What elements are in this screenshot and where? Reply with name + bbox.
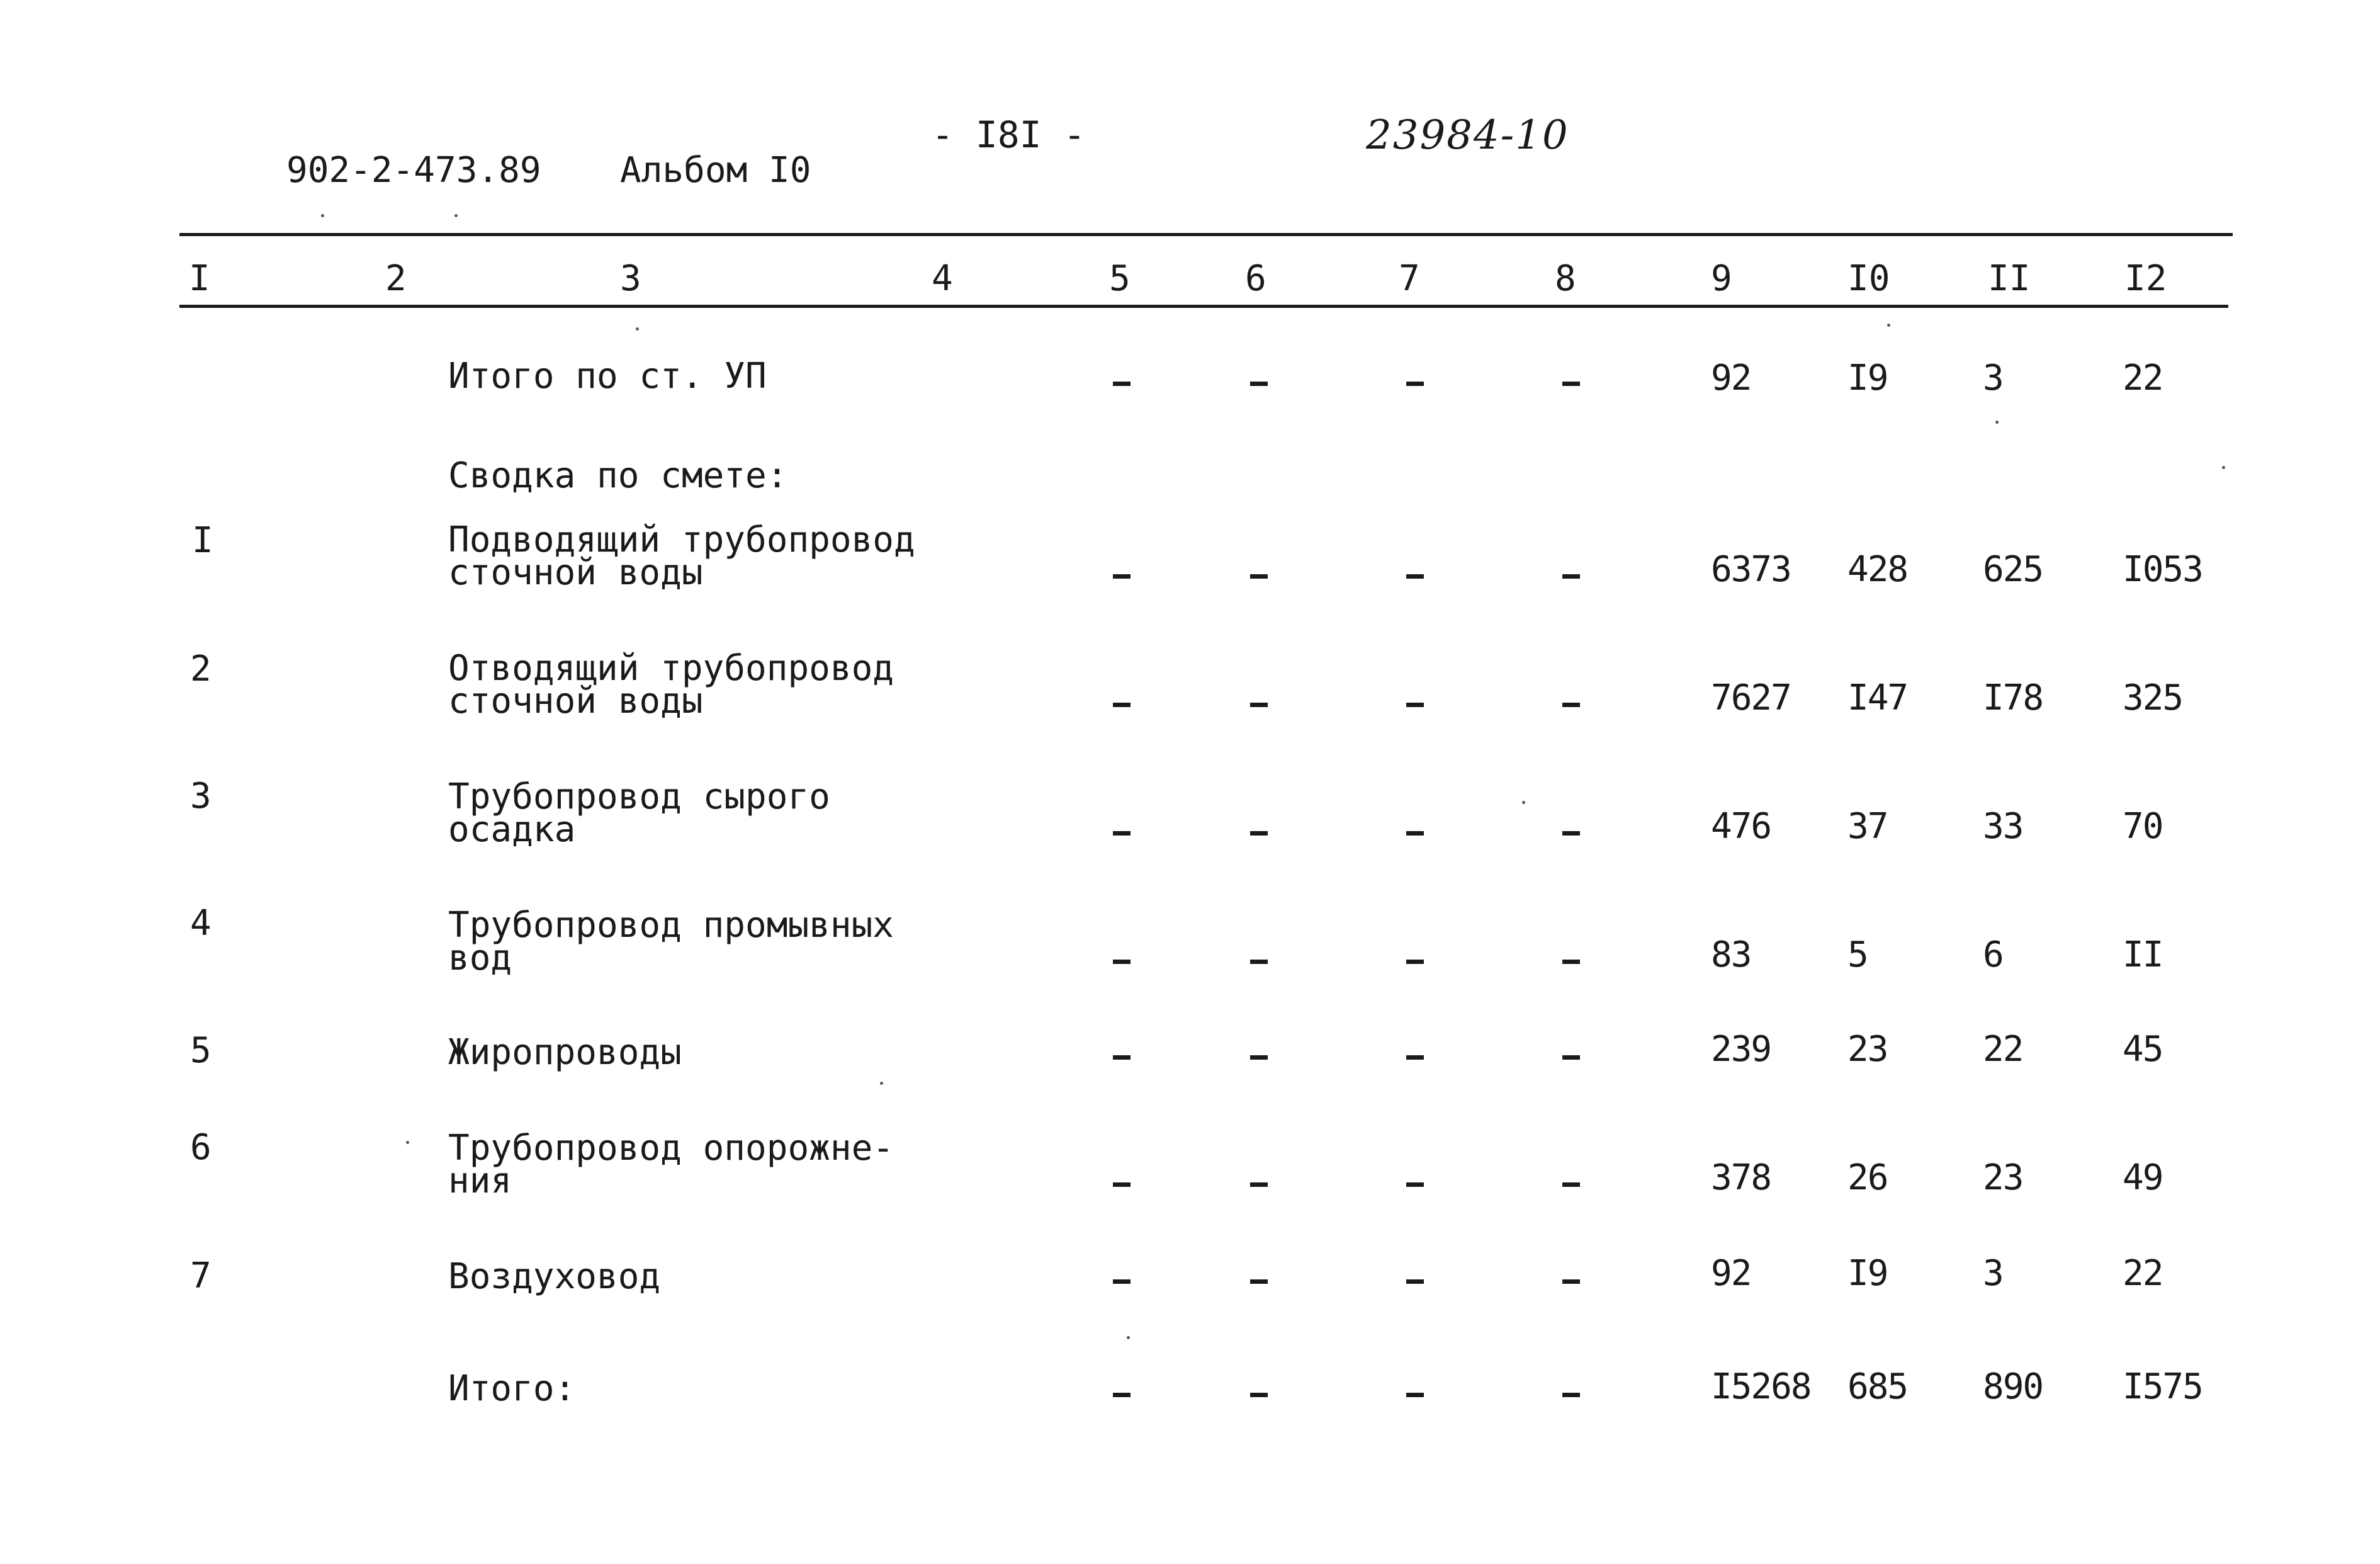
empty-cell-dash: [1406, 574, 1424, 579]
cell-col-11: 33: [1983, 806, 2023, 847]
cell-col-11: 22: [1983, 1029, 2023, 1070]
empty-cell-dash: [1250, 1393, 1268, 1397]
cell-col-12: II: [2123, 934, 2163, 975]
column-number: 5: [1109, 258, 1131, 299]
row-description-line-1: Трубопровод опорожне-: [448, 1128, 894, 1169]
empty-cell-dash: [1562, 1055, 1580, 1060]
empty-cell-dash: [1113, 574, 1131, 579]
row-number: 6: [190, 1127, 210, 1168]
row-number: 3: [190, 776, 210, 817]
empty-cell-dash: [1406, 1055, 1424, 1060]
cell-col-11: 6: [1983, 934, 2003, 975]
empty-cell-dash: [1113, 382, 1131, 386]
cell-col-9: 92: [1711, 1253, 1751, 1294]
section-heading: Сводка по смете:: [448, 455, 788, 496]
scan-speck: [1887, 324, 1890, 327]
row-description-line-2: сточной воды: [448, 552, 703, 593]
empty-cell-dash: [1113, 1393, 1131, 1397]
row-description-line-2: ния: [448, 1160, 512, 1201]
empty-cell-dash: [1406, 382, 1424, 386]
column-number: 7: [1399, 258, 1420, 299]
cell-col-11: 23: [1983, 1157, 2023, 1198]
album-label: Альбом I0: [620, 150, 811, 191]
empty-cell-dash: [1250, 382, 1268, 386]
cell-col-12: 22: [2123, 1253, 2163, 1294]
row-description-line-1: Трубопровод промывных: [448, 905, 894, 946]
scan-speck: [1127, 1336, 1130, 1339]
cell-col-10: 5: [1847, 934, 1868, 975]
cell-col-9: 239: [1711, 1029, 1771, 1070]
empty-cell-dash: [1250, 703, 1268, 707]
table-header-rule: [179, 305, 2228, 308]
scan-speck: [636, 327, 639, 331]
row-description-line-2: вод: [448, 938, 512, 978]
column-number: 9: [1711, 258, 1732, 299]
row-number: 2: [190, 649, 210, 689]
column-number: II: [1988, 258, 2031, 299]
scan-speck: [880, 1082, 883, 1085]
empty-cell-dash: [1562, 703, 1580, 707]
row-description-line-1: Подводящий трубопровод: [448, 519, 915, 560]
empty-cell-dash: [1113, 960, 1131, 964]
cell-col-10: I9: [1847, 1253, 1888, 1294]
cell-col-9: 6373: [1711, 549, 1791, 590]
cell-col-11: 890: [1983, 1366, 2043, 1407]
handwritten-archive-number: 23984-10: [1366, 112, 1569, 159]
cell-col-12: I575: [2123, 1366, 2202, 1407]
cell-col-9: 476: [1711, 806, 1771, 847]
empty-cell-dash: [1562, 1182, 1580, 1187]
empty-cell-dash: [1250, 574, 1268, 579]
empty-cell-dash: [1562, 831, 1580, 836]
cell-col-9: 7627: [1711, 677, 1791, 718]
scan-speck: [1995, 421, 1999, 424]
cell-col-10: I9: [1847, 358, 1888, 399]
row-description: Итого по ст. УП: [448, 356, 767, 397]
row-number: 4: [190, 903, 210, 944]
scan-speck: [321, 214, 324, 217]
row-description: Жиропроводы: [448, 1032, 682, 1073]
row-number: 7: [190, 1255, 210, 1296]
cell-col-12: 70: [2123, 806, 2163, 847]
empty-cell-dash: [1113, 1279, 1131, 1284]
cell-col-9: 92: [1711, 358, 1751, 399]
cell-col-12: I053: [2123, 549, 2202, 590]
empty-cell-dash: [1113, 831, 1131, 836]
cell-col-10: 23: [1847, 1029, 1888, 1070]
cell-col-10: 37: [1847, 806, 1888, 847]
cell-col-10: 428: [1847, 549, 1908, 590]
empty-cell-dash: [1406, 1393, 1424, 1397]
scan-speck: [454, 214, 458, 217]
total-label: Итого:: [448, 1368, 576, 1409]
cell-col-10: I47: [1847, 677, 1908, 718]
empty-cell-dash: [1113, 1182, 1131, 1187]
cell-col-10: 685: [1847, 1366, 1908, 1407]
cell-col-9: 378: [1711, 1157, 1771, 1198]
column-number: I0: [1847, 258, 1890, 299]
cell-col-11: I78: [1983, 677, 2043, 718]
empty-cell-dash: [1250, 960, 1268, 964]
document-code: 902-2-473.89: [286, 150, 541, 191]
page-number: - I8I -: [932, 113, 1086, 156]
column-number: 2: [385, 258, 407, 299]
empty-cell-dash: [1406, 1182, 1424, 1187]
cell-col-12: 325: [2123, 677, 2183, 718]
cell-col-11: 625: [1983, 549, 2043, 590]
column-number: I2: [2124, 258, 2167, 299]
cell-col-9: I5268: [1711, 1366, 1811, 1407]
scan-speck: [1522, 801, 1525, 804]
empty-cell-dash: [1406, 1279, 1424, 1284]
column-number: 6: [1245, 258, 1266, 299]
empty-cell-dash: [1113, 703, 1131, 707]
empty-cell-dash: [1562, 1393, 1580, 1397]
table-top-rule: [179, 233, 2233, 236]
column-number: 4: [932, 258, 953, 299]
empty-cell-dash: [1113, 1055, 1131, 1060]
column-number: 8: [1555, 258, 1576, 299]
scan-speck: [406, 1141, 409, 1144]
row-number: I: [192, 520, 212, 561]
empty-cell-dash: [1562, 382, 1580, 386]
empty-cell-dash: [1562, 1279, 1580, 1284]
cell-col-12: 45: [2123, 1029, 2163, 1070]
row-description-line-1: Трубопровод сырого: [448, 776, 830, 817]
row-description: Воздуховод: [448, 1256, 661, 1297]
cell-col-12: 22: [2123, 358, 2163, 399]
scan-speck: [2222, 466, 2225, 469]
empty-cell-dash: [1250, 1055, 1268, 1060]
cell-col-9: 83: [1711, 934, 1751, 975]
empty-cell-dash: [1250, 831, 1268, 836]
empty-cell-dash: [1250, 1182, 1268, 1187]
cell-col-10: 26: [1847, 1157, 1888, 1198]
cell-col-11: 3: [1983, 1253, 2003, 1294]
empty-cell-dash: [1406, 831, 1424, 836]
cell-col-12: 49: [2123, 1157, 2163, 1198]
row-description-line-2: осадка: [448, 809, 576, 850]
row-description-line-1: Отводящий трубопровод: [448, 648, 894, 689]
empty-cell-dash: [1406, 703, 1424, 707]
column-number: I: [189, 258, 210, 299]
empty-cell-dash: [1250, 1279, 1268, 1284]
cell-col-11: 3: [1983, 358, 2003, 399]
row-description-line-2: сточной воды: [448, 681, 703, 722]
empty-cell-dash: [1406, 960, 1424, 964]
empty-cell-dash: [1562, 960, 1580, 964]
empty-cell-dash: [1562, 574, 1580, 579]
column-number: 3: [620, 258, 641, 299]
row-number: 5: [190, 1030, 210, 1071]
